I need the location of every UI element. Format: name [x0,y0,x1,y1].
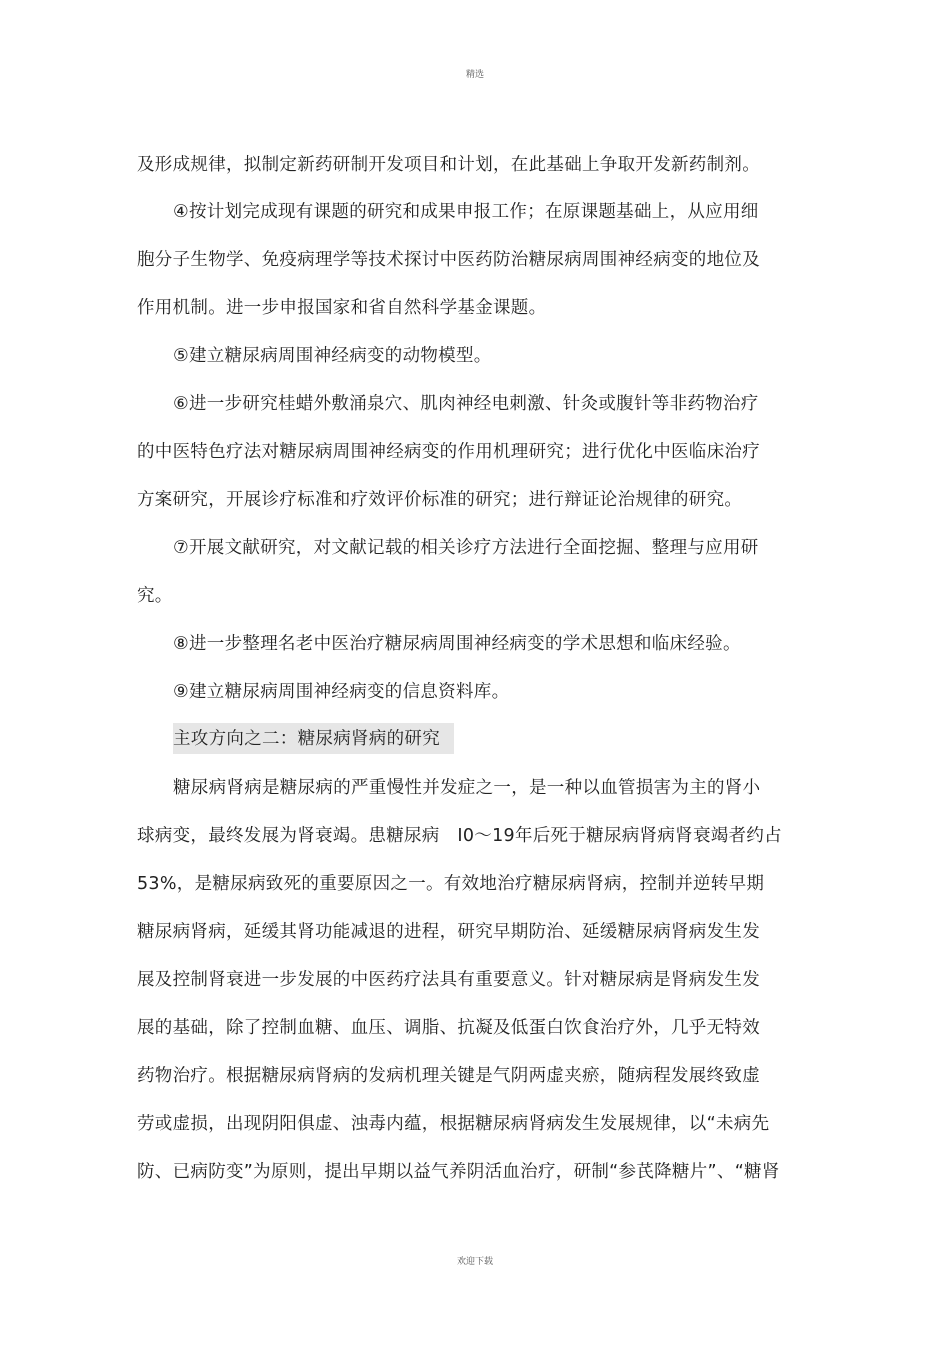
page-footer: 欢迎下载 [456,1257,493,1267]
text-line: 防、已病防变”为原则，提出早期以益气养阴活血治疗，研制“参芪降糖片”、“糖肾 [137,1162,780,1182]
text-line: 的中医特色疗法对糖尿病周围神经病变的作用机理研究；进行优化中医临床治疗 [137,442,760,462]
text-line: ⑤建立糖尿病周围神经病变的动物模型。 [173,346,492,366]
text-line: 胞分子生物学、免疫病理学等技术探讨中医药防治糖尿病周围神经病变的地位及 [137,250,760,270]
text-line: 方案研究，开展诊疗标准和疗效评价标准的研究；进行辩证论治规律的研究。 [137,490,743,510]
text-line: ④按计划完成现有课题的研究和成果申报工作；在原课题基础上，从应用细 [173,202,759,222]
text-line: 及形成规律，拟制定新药研制开发项目和计划，在此基础上争取开发新药制剂。 [137,155,760,175]
text-line: ⑥进一步研究桂蜡外敷涌泉穴、肌肉神经电刺激、针灸或腹针等非药物治疗 [173,394,759,414]
text-line: ⑦开展文献研究，对文献记载的相关诊疗方法进行全面挖掘、整理与应用研 [173,538,759,558]
text-line: ⑨建立糖尿病周围神经病变的信息资料库。 [173,682,510,702]
text-line: 作用机制。进一步申报国家和省自然科学基金课题。 [137,298,547,318]
text-line: 糖尿病肾病，延缓其肾功能减退的进程，研究早期防治、延缓糖尿病肾病发生发 [137,922,760,942]
text-line: 球病变，最终发展为肾衰竭。患糖尿病 I0～19年后死于糖尿病肾病肾衰竭者约占 [137,826,782,846]
text-line: 53%，是糖尿病致死的重要原因之一。有效地治疗糖尿病肾病，控制并逆转早期 [137,874,765,894]
page-header: 精选 [465,70,484,80]
text-line: 劳或虚损，出现阴阳俱虚、浊毒内蕴，根据糖尿病肾病发生发展规律，以“未病先 [137,1114,770,1134]
text-line: 糖尿病肾病是糖尿病的严重慢性并发症之一，是一种以血管损害为主的肾小 [173,778,761,798]
text-line: 展及控制肾衰进一步发展的中医药疗法具有重要意义。针对糖尿病是肾病发生发 [137,970,760,990]
section-heading: 主攻方向之二：糖尿病肾病的研究 [173,723,454,754]
text-line: 究。 [137,586,173,606]
text-line: 展的基础，除了控制血糖、血压、调脂、抗凝及低蛋白饮食治疗外，几乎无特效 [137,1018,760,1038]
text-line: ⑧进一步整理名老中医治疗糖尿病周围神经病变的学术思想和临床经验。 [173,634,741,654]
text-line: 药物治疗。根据糖尿病肾病的发病机理关键是气阴两虚夹瘀，随病程发展终致虚 [137,1066,760,1086]
